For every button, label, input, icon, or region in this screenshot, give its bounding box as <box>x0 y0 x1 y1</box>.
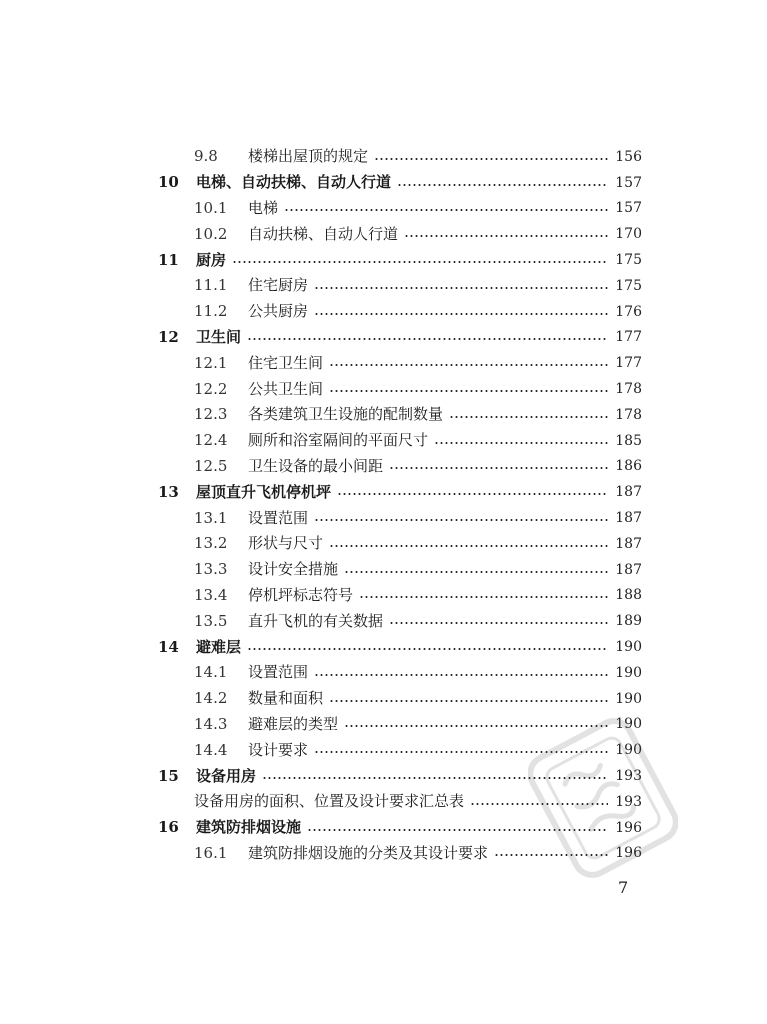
toc-section-row[interactable] <box>158 712 642 738</box>
toc-entry-number: 13 <box>158 482 179 501</box>
toc-section-row[interactable] <box>158 273 642 299</box>
toc-page-number: 190 <box>615 664 642 681</box>
toc-chapter-row[interactable] <box>158 634 642 660</box>
toc-entry-number: 11 <box>158 250 179 269</box>
dot-leader <box>314 674 608 676</box>
toc-page-number: 187 <box>615 561 642 578</box>
toc-page-number: 188 <box>615 587 642 604</box>
toc-entry-number: 10.1 <box>194 198 228 217</box>
toc-entry-title: 楼梯出屋顶的规定 <box>248 147 369 166</box>
toc-entry-title: 直升飞机的有关数据 <box>248 611 384 630</box>
toc-entry-title: 设计安全措施 <box>248 560 339 579</box>
dot-leader <box>449 416 608 418</box>
toc-page-number: 187 <box>615 535 642 552</box>
toc-section-row[interactable] <box>158 789 642 815</box>
dot-leader <box>314 287 608 289</box>
dot-leader <box>314 751 608 753</box>
toc-entry-number: 12.1 <box>194 353 228 372</box>
toc-page-number: 187 <box>615 510 642 527</box>
dot-leader <box>344 571 608 573</box>
toc-entry-title: 形状与尺寸 <box>248 534 324 553</box>
toc-page-number: 175 <box>615 252 642 269</box>
dot-leader <box>329 364 608 366</box>
dot-leader <box>344 725 608 727</box>
toc-entry-number: 13.4 <box>194 585 228 604</box>
dot-leader <box>232 261 608 263</box>
toc-section-row[interactable] <box>158 299 642 325</box>
toc-chapter-row[interactable] <box>158 170 642 196</box>
toc-entry-title: 住宅卫生间 <box>248 353 324 372</box>
toc-page-number: 187 <box>615 484 642 501</box>
toc-entry-title: 厨房 <box>196 250 227 269</box>
dot-leader <box>374 158 608 160</box>
toc-entry-number: 16.1 <box>194 843 228 862</box>
toc-chapter-row[interactable] <box>158 325 642 351</box>
toc-section-row[interactable] <box>158 531 642 557</box>
toc-entry-title: 公共厨房 <box>248 302 309 321</box>
page-number: 7 <box>618 878 629 897</box>
toc-entry-number: 10 <box>158 173 179 192</box>
toc-section-row[interactable] <box>158 660 642 686</box>
toc-entry-title: 公共卫生间 <box>248 379 324 398</box>
toc-entry-number: 13.5 <box>194 611 228 630</box>
toc-page-number: 177 <box>615 329 642 346</box>
toc-section-row[interactable] <box>158 196 642 222</box>
toc-section-row[interactable] <box>158 350 642 376</box>
toc-page-number: 157 <box>615 174 642 191</box>
toc-page-number: 196 <box>615 819 642 836</box>
toc-entry-title: 设置范围 <box>248 663 309 682</box>
dot-leader <box>329 700 608 702</box>
toc-entry-title: 自动扶梯、自动人行道 <box>248 224 399 243</box>
toc-entry-number: 16 <box>158 818 179 837</box>
toc-entry-title: 避难层的类型 <box>248 714 339 733</box>
toc-entry-title: 住宅厨房 <box>248 276 309 295</box>
toc-chapter-row[interactable] <box>158 479 642 505</box>
dot-leader <box>397 184 608 186</box>
toc-page-number: 190 <box>615 742 642 759</box>
toc-entry-number: 14 <box>158 637 179 656</box>
toc-section-row[interactable] <box>158 144 642 170</box>
dot-leader <box>470 803 608 805</box>
toc-page-number: 175 <box>615 277 642 294</box>
toc-entry-number: 12.5 <box>194 456 228 475</box>
dot-leader <box>314 313 608 315</box>
toc-section-row[interactable] <box>158 686 642 712</box>
toc-entry-number: 12.4 <box>194 431 228 450</box>
toc-entry-number: 14.4 <box>194 740 228 759</box>
toc-entry-title: 电梯 <box>248 198 279 217</box>
dot-leader <box>329 545 608 547</box>
toc-entry-title: 避难层 <box>196 637 242 656</box>
toc-entry-title: 设置范围 <box>248 508 309 527</box>
toc-entry-number: 14.2 <box>194 689 228 708</box>
toc-section-row[interactable] <box>158 402 642 428</box>
toc-entry-number: 13.3 <box>194 560 228 579</box>
toc-entry-title: 设计要求 <box>248 740 309 759</box>
toc-entry-number: 9.8 <box>194 147 218 166</box>
toc-entry-number: 12 <box>158 327 179 346</box>
dot-leader <box>434 442 608 444</box>
dot-leader <box>247 648 608 650</box>
toc-section-row[interactable] <box>158 608 642 634</box>
toc-page-number: 190 <box>615 639 642 656</box>
toc-entry-title: 卫生间 <box>196 327 242 346</box>
dot-leader <box>359 596 608 598</box>
toc-entry-number: 12.3 <box>194 405 228 424</box>
toc-entry-title: 厕所和浴室隔间的平面尺寸 <box>248 431 429 450</box>
dot-leader <box>337 493 608 495</box>
dot-leader <box>404 235 608 237</box>
dot-leader <box>494 854 608 856</box>
toc-entry-title: 设备用房的面积、位置及设计要求汇总表 <box>194 792 465 811</box>
toc-entry-number: 15 <box>158 766 179 785</box>
toc-page-number: 176 <box>615 303 642 320</box>
toc-page-number: 156 <box>615 148 642 165</box>
toc-entry-title: 卫生设备的最小间距 <box>248 456 384 475</box>
toc-page-number: 177 <box>615 355 642 372</box>
dot-leader <box>314 519 608 521</box>
toc-entry-number: 13.1 <box>194 508 228 527</box>
toc-chapter-row[interactable] <box>158 815 642 841</box>
toc-section-row[interactable] <box>158 505 642 531</box>
toc-entry-title: 停机坪标志符号 <box>248 585 354 604</box>
dot-leader <box>262 777 608 779</box>
dot-leader <box>329 390 608 392</box>
toc-entry-title: 屋顶直升飞机停机坪 <box>196 482 332 501</box>
toc-section-row[interactable] <box>158 737 642 763</box>
toc-page-number: 186 <box>615 458 642 475</box>
toc-section-row[interactable] <box>158 376 642 402</box>
toc-page-number: 193 <box>615 768 642 785</box>
toc-entry-title: 建筑防排烟设施的分类及其设计要求 <box>248 843 489 862</box>
toc-entry-number: 12.2 <box>194 379 228 398</box>
toc-page-number: 178 <box>615 381 642 398</box>
toc-entry-number: 14.3 <box>194 714 228 733</box>
toc-page-number: 178 <box>615 406 642 423</box>
toc-section-row[interactable] <box>158 557 642 583</box>
toc-chapter-row[interactable] <box>158 763 642 789</box>
toc-section-row[interactable] <box>158 841 642 867</box>
toc-page-number: 157 <box>615 200 642 217</box>
toc-page-number: 196 <box>615 845 642 862</box>
dot-leader <box>247 338 608 340</box>
toc-section-row[interactable] <box>158 428 642 454</box>
toc-page-number: 190 <box>615 690 642 707</box>
toc-entry-title: 建筑防排烟设施 <box>196 818 302 837</box>
toc-page-number: 193 <box>615 793 642 810</box>
toc-entry-number: 13.2 <box>194 534 228 553</box>
toc-section-row[interactable] <box>158 454 642 480</box>
toc-entry-title: 数量和面积 <box>248 689 324 708</box>
dot-leader <box>284 209 608 211</box>
dot-leader <box>307 829 608 831</box>
toc-page-number: 170 <box>615 226 642 243</box>
toc-entry-number: 11.2 <box>194 302 228 321</box>
toc-page-number: 190 <box>615 716 642 733</box>
dot-leader <box>389 622 608 624</box>
toc-entry-number: 11.1 <box>194 276 228 295</box>
toc-entry-number: 14.1 <box>194 663 228 682</box>
toc-entry-number: 10.2 <box>194 224 228 243</box>
toc-chapter-row[interactable] <box>158 247 642 273</box>
dot-leader <box>389 467 608 469</box>
toc-section-row[interactable] <box>158 221 642 247</box>
toc-entry-title: 各类建筑卫生设施的配制数量 <box>248 405 444 424</box>
toc-page-number: 189 <box>615 613 642 630</box>
toc-page-number: 185 <box>615 432 642 449</box>
table-of-contents <box>158 144 642 866</box>
toc-section-row[interactable] <box>158 583 642 609</box>
toc-entry-title: 电梯、自动扶梯、自动人行道 <box>196 173 392 192</box>
toc-entry-title: 设备用房 <box>196 766 257 785</box>
